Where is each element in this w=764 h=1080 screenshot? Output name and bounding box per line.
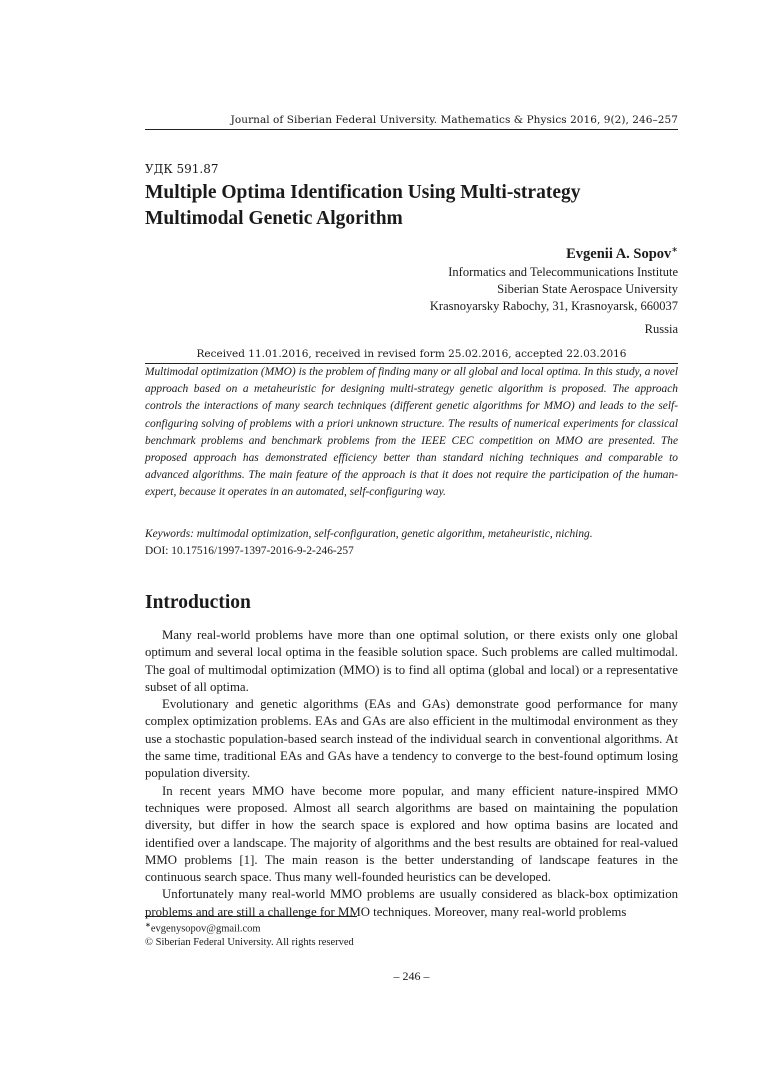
paragraph: In recent years MMO have become more popular, and many efficient nature-inspired MMO techniques were proposed. Almost all search algorithms are based on maintaining the population diversity, but differ in how the search space is explored and how optima basins are located and identified over a landscape. The majority of algorithms and the best results are obtained for real-valued MMO problems [1]. The main reason is the better understanding of landscape features in the continuous search space. Thus many well-founded heuristics can be developed.: [145, 783, 678, 885]
affiliation-line: Krasnoyarsky Rabochy, 31, Krasnoyarsk, 660037: [429, 298, 678, 313]
footnote-rule: [145, 916, 357, 917]
affiliation-line: Informatics and Telecommunications Institute: [448, 264, 678, 279]
paragraph: Unfortunately many real-world MMO problems are usually considered as black-box optimization problems and are still a challenge for MMO techniques. Moreover, many real-world problems: [145, 887, 678, 919]
section-title: Introduction: [145, 592, 251, 613]
running-head: Journal of Siberian Federal University. Mathematics & Physics 2016, 9(2), 246–257: [230, 114, 678, 126]
paragraph: Many real-world problems have more than one optimal solution, or there exists only one global optimum and several local optima in the feasible solution space. Such problems are called multimodal. The goal of multimodal optimization (MMO) is to find all optima (global and local) or a representative subset of all optima.: [145, 628, 678, 694]
keywords: Keywords: multimodal optimization, self-configuration, genetic algorithm, metaheuristic, niching.: [145, 528, 593, 540]
body-text: [145, 627, 678, 921]
copyright-notice: © Siberian Federal University. All rights reserved: [145, 937, 354, 948]
abstract: Multimodal optimization (MMO) is the problem of finding many or all global and local optima. In this study, a novel approach based on a metaheuristic for designing multi-strategy genetic algorithm is proposed. The approach controls the interactions of many search techniques (different genetic algorithms for MMO) and leads to the self-configuring solving of problems with a priori unknown structure. The results of numerical experiments for classical benchmark problems and benchmark problems from the IEEE CEC competition on MMO are presented. The proposed approach has demonstrated efficiency better than standard niching techniques and comparable to advanced algorithms. The main feature of the approach is that it does not require the participation of the human-expert, because it operates in an automated, self-configuring way.: [145, 366, 678, 499]
author-footnote-marker: ∗: [671, 245, 678, 254]
paragraph: Evolutionary and genetic algorithms (EAs and GAs) demonstrate good performance for many complex optimization problems. EAs and GAs are also efficient in the multimodal environment as they use a stochastic population-based search instead of the individual search in conventional algorithms. At the same time, traditional EAs and GAs have a tendency to converge to the best-found optimum losing population diversity.: [145, 697, 678, 781]
email-footnote: [145, 919, 354, 936]
received-dates: Received 11.01.2016, received in revised form 25.02.2016, accepted 22.03.2016: [196, 348, 627, 360]
header-rule: [145, 129, 678, 130]
email-footnote-marker: ∗: [145, 921, 151, 929]
doi: DOI: 10.17516/1997-1397-2016-9-2-246-257: [145, 545, 354, 557]
paper-title: Multiple Optima Identification Using Multi-strategy Multimodal Genetic Algorithm: [145, 182, 581, 229]
affiliation-line: Siberian State Aerospace University: [497, 281, 678, 296]
page-number: – 246 –: [393, 969, 430, 983]
author-name: [430, 240, 678, 264]
author-email: evgenysopov@gmail.com: [150, 923, 261, 935]
author-name-text: Evgenii A. Sopov: [566, 245, 672, 262]
footnotes: [145, 919, 354, 950]
author-country: Russia: [644, 321, 678, 336]
author-block: [430, 240, 678, 338]
udk-code: УДК 591.87: [145, 162, 219, 176]
